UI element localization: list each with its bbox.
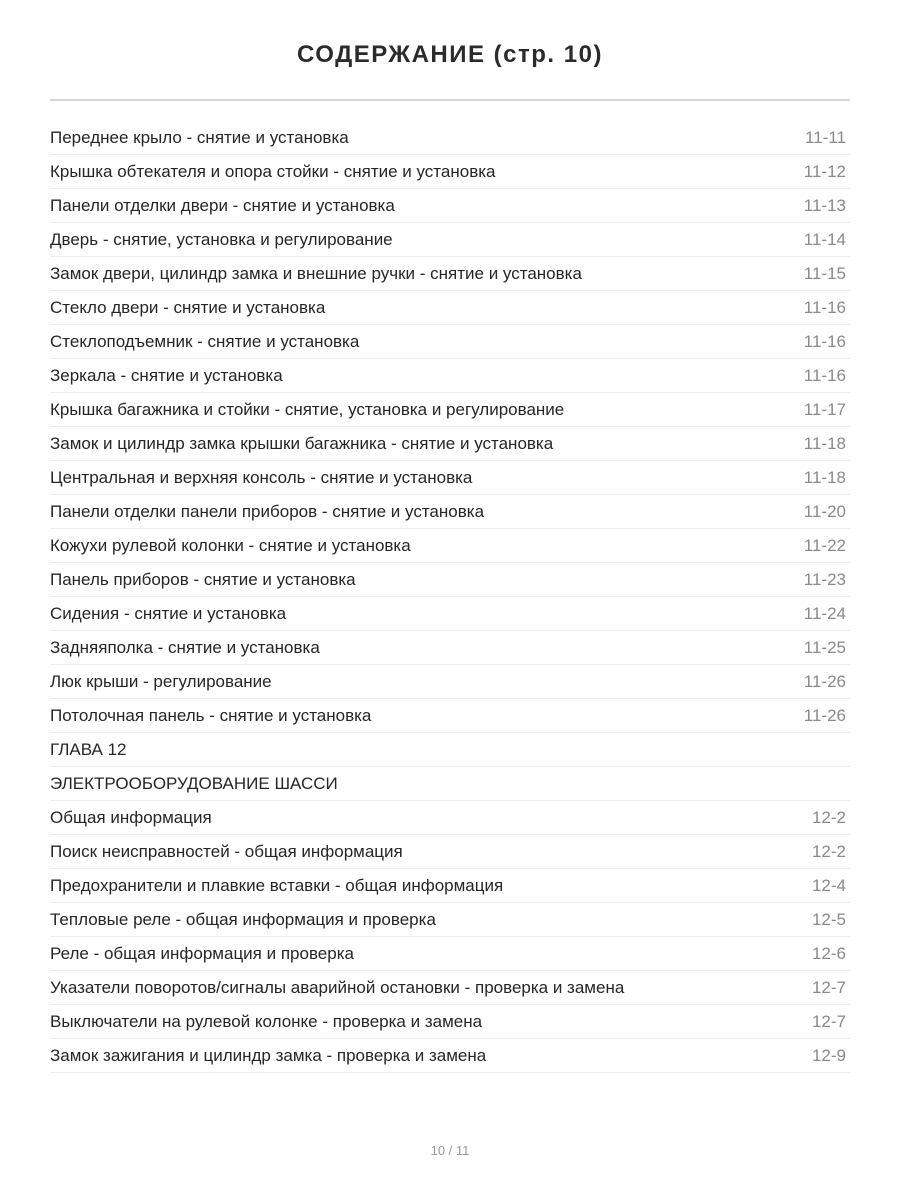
toc-entry-page: 12-4	[811, 875, 846, 895]
toc-entry-title: Замок зажигания и цилиндр замка - проверка и замена	[50, 1045, 487, 1065]
toc-row[interactable]	[50, 903, 850, 937]
toc-entry-page: 11-18	[803, 433, 846, 453]
toc-row[interactable]	[50, 291, 850, 325]
toc-entry-page: 12-7	[811, 1011, 846, 1031]
toc-entry-page: 11-16	[803, 365, 846, 385]
toc-row[interactable]	[50, 699, 850, 733]
toc-row[interactable]	[50, 155, 850, 189]
toc-row[interactable]	[50, 359, 850, 393]
toc-entry-title: Предохранители и плавкие вставки - общая информация	[50, 875, 504, 895]
toc-entry-title: Панели отделки двери - снятие и установка	[50, 195, 395, 215]
toc-row[interactable]	[50, 597, 850, 631]
toc-entry-title: Центральная и верхняя консоль - снятие и установка	[50, 467, 473, 487]
toc-entry-page: 11-18	[803, 467, 846, 487]
page-title: СОДЕРЖАНИЕ (стр. 10)	[297, 41, 603, 68]
toc-entry-page: 11-23	[803, 569, 846, 589]
toc-entry-title: Указатели поворотов/сигналы аварийной остановки - проверка и замена	[50, 977, 625, 997]
toc-entry-title: Панель приборов - снятие и установка	[50, 569, 356, 589]
toc-entry-title: Люк крыши - регулирование	[50, 671, 272, 691]
toc-row[interactable]	[50, 971, 850, 1005]
toc-entry-page: 11-16	[803, 331, 846, 351]
toc-row[interactable]	[50, 1039, 850, 1073]
toc-entry-title: Панели отделки панели приборов - снятие и установка	[50, 501, 485, 521]
toc-entry-page: 11-26	[803, 705, 846, 725]
toc-entry-title: Крышка багажника и стойки - снятие, установка и регулирование	[50, 399, 565, 419]
toc-entry-page: 12-2	[811, 841, 846, 861]
toc-row[interactable]	[50, 427, 850, 461]
toc-entry-page: 11-25	[803, 637, 846, 657]
toc-entry-title: ГЛАВА 12	[50, 739, 127, 759]
toc-entry-page: 11-17	[803, 399, 846, 419]
toc-entry-title: ЭЛЕКТРООБОРУДОВАНИЕ ШАССИ	[50, 773, 338, 793]
toc-row[interactable]	[50, 393, 850, 427]
toc-row[interactable]	[50, 665, 850, 699]
toc-entry-title: Поиск неисправностей - общая информация	[50, 841, 403, 861]
toc-row[interactable]	[50, 121, 850, 155]
toc-row[interactable]	[50, 325, 850, 359]
toc-entry-title: Крышка обтекателя и опора стойки - снятие и установка	[50, 161, 496, 181]
toc-entry-page: 11-24	[803, 603, 846, 623]
toc-row[interactable]	[50, 631, 850, 665]
toc-entry-title: Стеклоподъемник - снятие и установка	[50, 331, 360, 351]
toc-entry-title: Сидения - снятие и установка	[50, 603, 287, 623]
toc-entry-page: 11-14	[803, 229, 846, 249]
toc-entry-title: Замок двери, цилиндр замка и внешние ручки - снятие и установка	[50, 263, 582, 283]
toc-entry-title: Кожухи рулевой колонки - снятие и установка	[50, 535, 411, 555]
toc-entry-title: Дверь - снятие, установка и регулирование	[50, 229, 393, 249]
toc-entry-title: Потолочная панель - снятие и установка	[50, 705, 372, 725]
toc-entry-title: Зеркала - снятие и установка	[50, 365, 283, 385]
toc-entry-title: Тепловые реле - общая информация и проверка	[50, 909, 436, 929]
toc-row[interactable]	[50, 495, 850, 529]
toc-entry-title: Реле - общая информация и проверка	[50, 943, 354, 963]
toc-entry-page: 11-26	[803, 671, 846, 691]
toc-entry-page: 12-7	[811, 977, 846, 997]
page-number: 10 / 11	[430, 1143, 470, 1158]
toc-entry-page: 12-2	[811, 807, 846, 827]
toc-row[interactable]	[50, 801, 850, 835]
toc-entry-page: 11-13	[803, 195, 846, 215]
toc-entry-page: 11-15	[803, 263, 846, 283]
toc-row[interactable]	[50, 835, 850, 869]
toc-entry-page: 11-12	[803, 161, 846, 181]
toc-entry-title: Стекло двери - снятие и установка	[50, 297, 326, 317]
toc-row[interactable]	[50, 937, 850, 971]
toc-entry-page: 11-22	[803, 535, 846, 555]
toc-row[interactable]	[50, 733, 850, 767]
toc-entry-title: Задняяполка - снятие и установка	[50, 637, 320, 657]
toc-row[interactable]	[50, 1005, 850, 1039]
toc-entry-title: Замок и цилиндр замка крышки багажника - снятие и установка	[50, 433, 554, 453]
toc-row[interactable]	[50, 223, 850, 257]
toc-row[interactable]	[50, 189, 850, 223]
toc-row[interactable]	[50, 529, 850, 563]
toc-row[interactable]	[50, 461, 850, 495]
toc-entry-page: 11-20	[803, 501, 846, 521]
toc-row[interactable]	[50, 563, 850, 597]
toc-row[interactable]	[50, 767, 850, 801]
toc-entry-page: 12-5	[811, 909, 846, 929]
toc-entry-title: Переднее крыло - снятие и установка	[50, 127, 349, 147]
toc-row[interactable]	[50, 257, 850, 291]
toc-entry-title: Выключатели на рулевой колонке - проверка и замена	[50, 1011, 483, 1031]
toc-entry-title: Общая информация	[50, 807, 212, 827]
title-divider	[50, 99, 850, 101]
toc-row[interactable]	[50, 869, 850, 903]
toc-entry-page: 12-9	[811, 1045, 846, 1065]
toc-entry-page: 11-16	[803, 297, 846, 317]
toc-list	[50, 121, 850, 1073]
toc-entry-page: 12-6	[811, 943, 846, 963]
toc-entry-page: 11-11	[805, 127, 846, 147]
